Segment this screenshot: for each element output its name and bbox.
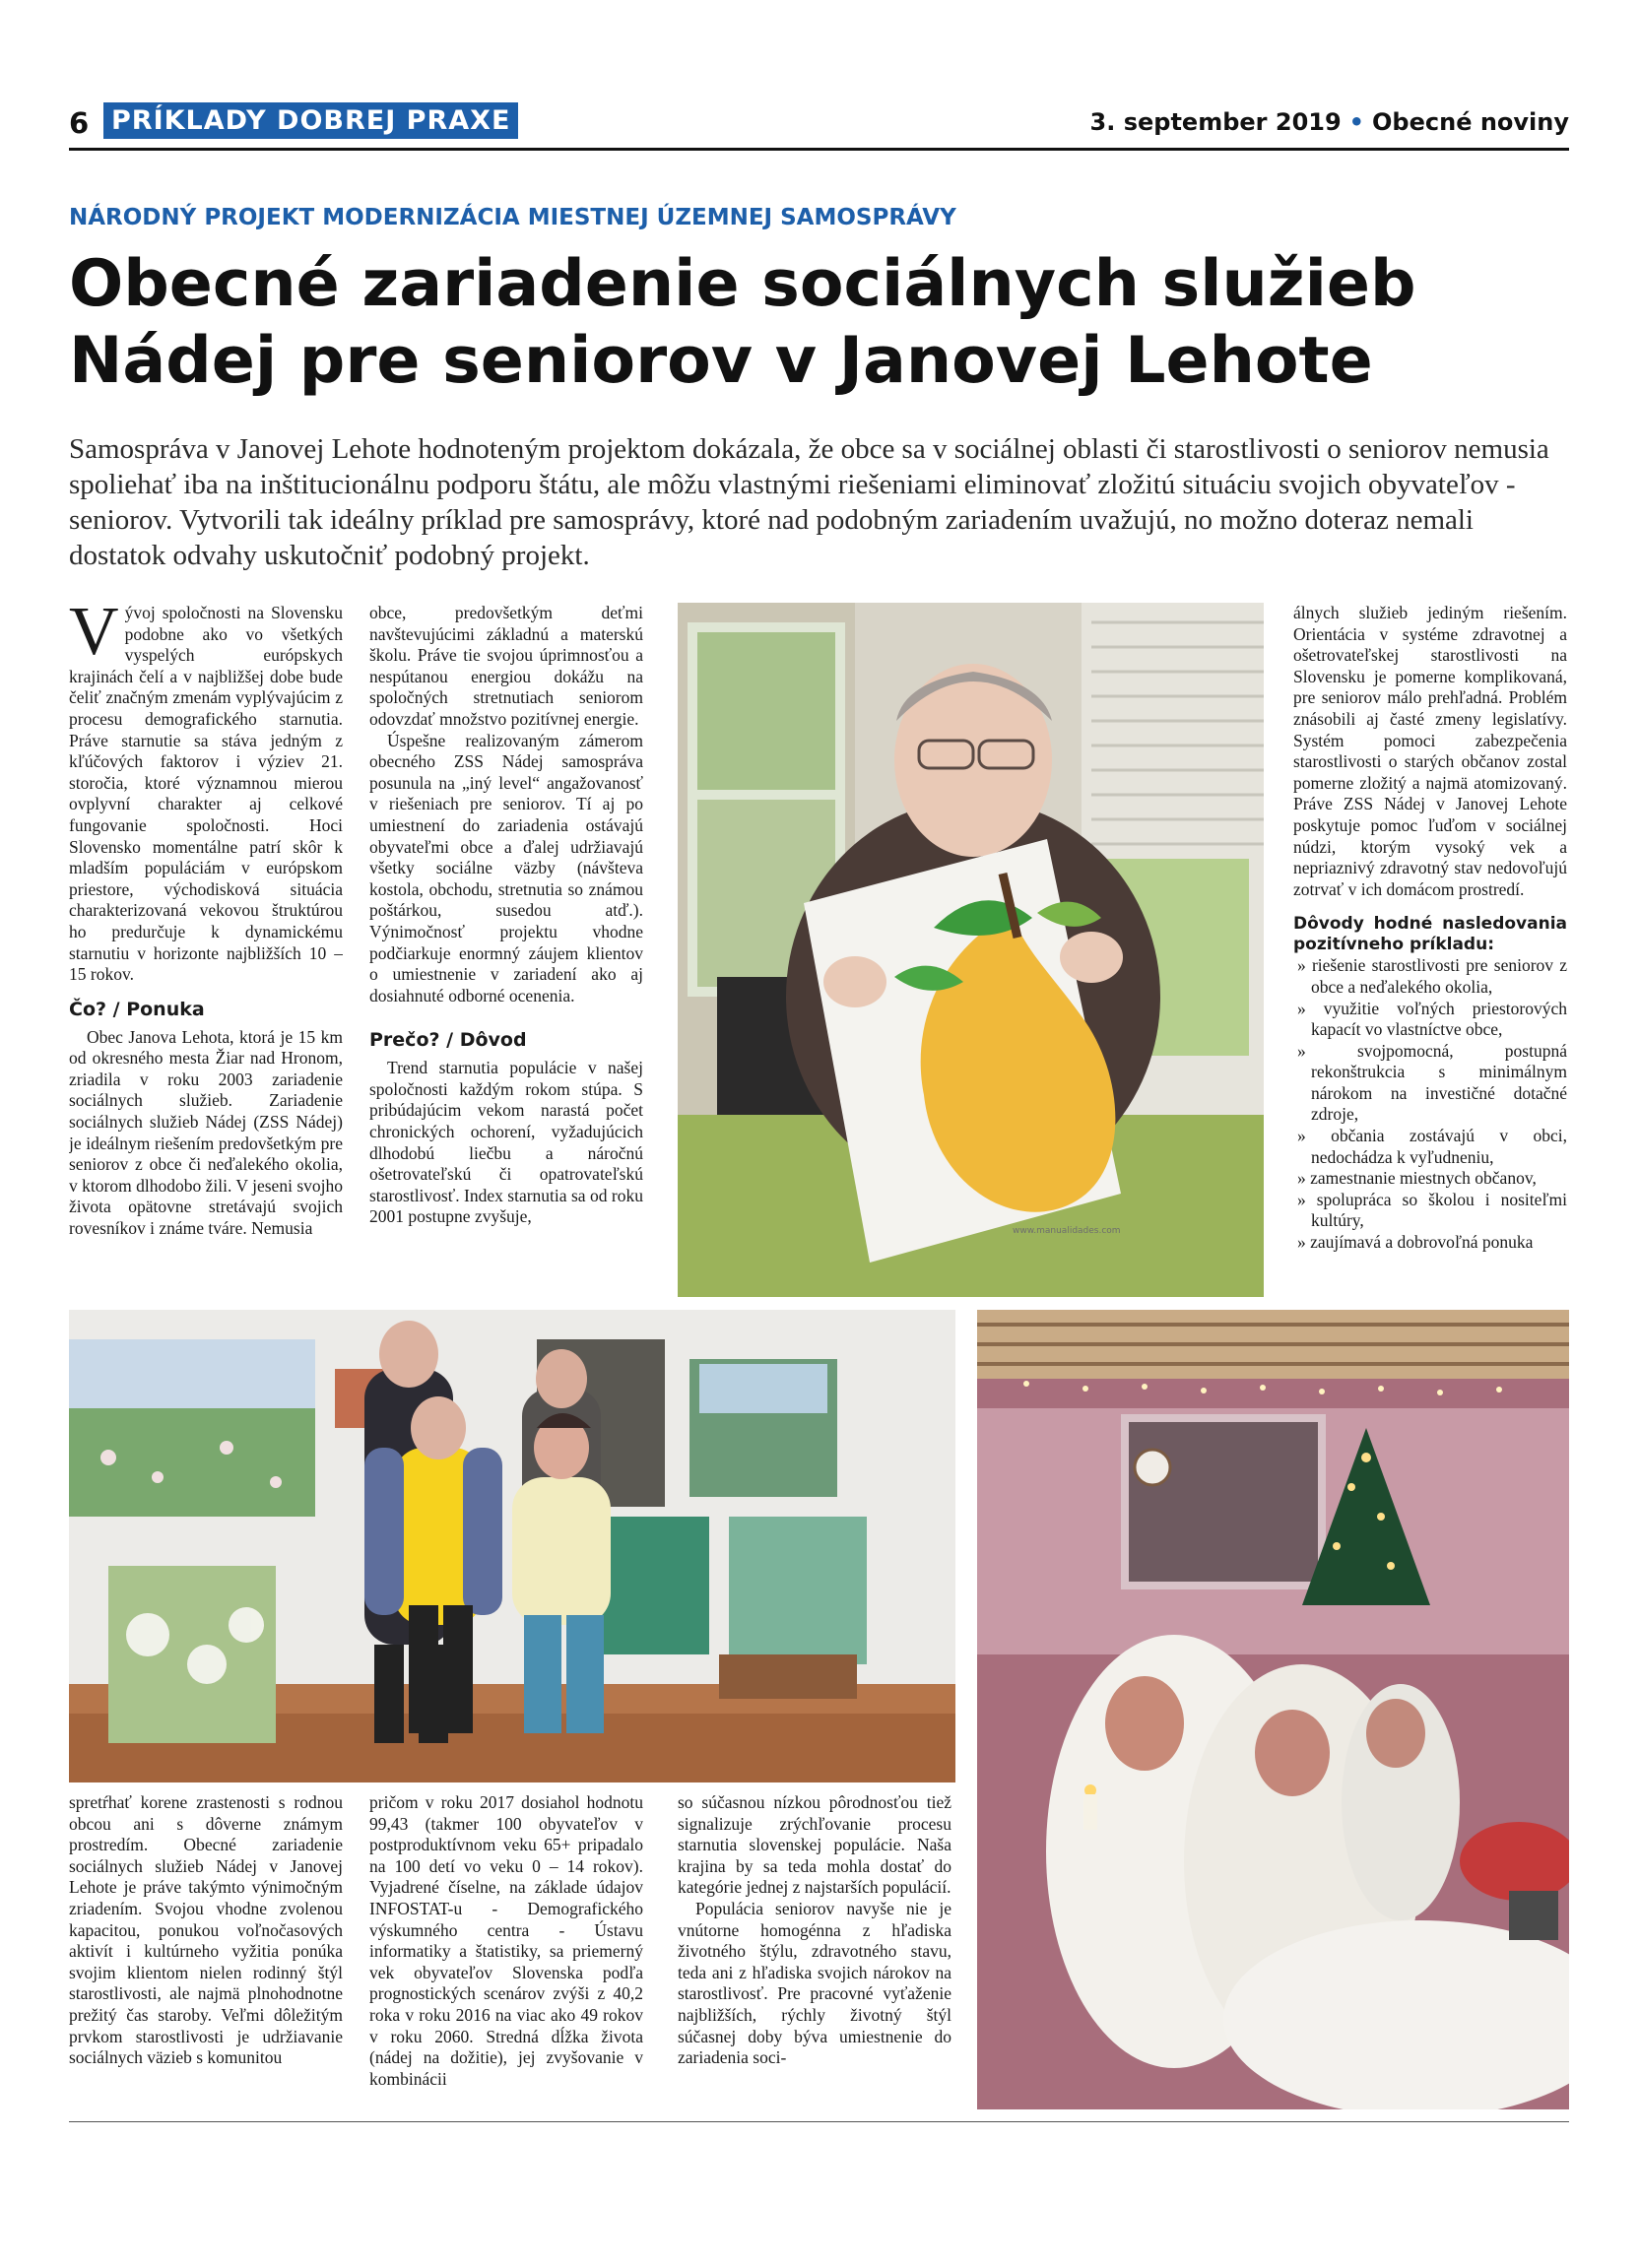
photo-christmas-celebration (977, 1310, 1569, 2109)
section-label: PRÍKLADY DOBREJ PRAXE (103, 102, 518, 139)
paragraph: so súčasnou nízkou pôrodnosťou tiež signalizuje zrýchľovanie procesu starnutia slovenskej populácie. Naša krajina by sa teda mohla dostať do kategórie jednej z najstarších populácií. (678, 1792, 951, 1898)
reason-item: » zamestnanie miestnych občanov, (1293, 1168, 1567, 1190)
column-2 (369, 603, 643, 1299)
issue-info (1090, 108, 1569, 136)
drop-cap: V (69, 603, 119, 670)
paragraph: Úspešne realizovaným zámerom obecného ZSS Nádej samospráva posunula na „iný level“ angažovanosť v riešeniach pre seniorov. Tí aj po umiestnení do zariadenia ostávajú obyvateľmi obce a ďalej udržiavajú všetky sociálne väzby (návšteva kostola, obchodu, stretnutia so známou poštárkou, susedou atď.). Výnimočnosť projektu vhodne podčiarkuje enormný záujem klientov o umiestnenie v zariadení ako aj dosiahnuté odborné ocenenia. (369, 730, 643, 1005)
column-1 (69, 603, 343, 1299)
paragraph: álnych služieb jediným riešením. Orientácia v systéme zdravotnej a ošetrovateľskej starostlivosti na Slovensku je pomerne komplikovaná, pre seniorov málo prehľadná. Problém znásobili aj časté zmeny legislatívy. Systém pomoci zabezpečenia starostlivosti o starých občanov zostal pomerne zložitý a najmä atomizovaný. Práve ZSS Nádej v Janovej Lehote poskytuje pomoc ľuďom v sociálnej núdzi, ktorým vysoký vek a nepriaznivý zdravotný stav nedovoľujú zotrvať v ich domácom prostredí. (1293, 603, 1567, 899)
photo-senior-with-artwork-image (678, 603, 1264, 1297)
reason-item: » zaujímavá a dobrovoľná ponuka (1293, 1232, 1567, 1254)
photo-christmas-celebration-image (977, 1310, 1569, 2109)
intro-paragraph: ývoj spoločnosti na Slovensku podobne ako vo všetkých vyspelých európskych krajinách čelí a v najbližšej dobe bude čeliť značným zmenám vyplývajúcim z procesu demografického starnutia. Práve starnutie sa stáva jedným z kľúčových faktorov i výziev 21. storočia, ktoré významnou mierou ovplyvní charakter aj celkové fungovanie spoločnosti. Hoci Slovensko momentálne patrí skôr k mladším populáciám v európskom priestore, východisková situácia charakterizovaná vekovou štruktúrou ho predurčuje k dynamickému starnutiu v horizonte najbližších 10 – 15 rokov. (69, 603, 343, 985)
photo-senior-with-artwork (678, 603, 1264, 1297)
reason-item: » občania zostávajú v obci, nedochádza k vyľudneniu, (1293, 1126, 1567, 1168)
article-lead: Samospráva v Janovej Lehote hodnoteným projektom dokázala, že obce sa v sociálnej oblasti či starostlivosti o seniorov nemusia spoliehať iba na inštitucionálnu podporu štátu, ale môžu vlastnými riešeniami eliminovať zložitú situáciu svojich obyvateľov - seniorov. Vytvorili tak ideálny príklad pre samosprávy, ktoré nad podobným zariadením uvažujú, no možno doteraz nemali dostatok odvahy uskutočniť podobný projekt. (69, 433, 1549, 571)
sidebar-title: Dôvody hodné nasledovania pozitívneho príkladu: (1293, 914, 1567, 955)
column-bottom-1 (69, 1792, 343, 2112)
photo-seniors-gallery-image (69, 1310, 955, 1782)
article-kicker: NÁRODNÝ PROJEKT MODERNIZÁCIA MIESTNEJ ÚZEMNEJ SAMOSPRÁVY (69, 205, 956, 230)
separator-dot: • (1348, 108, 1365, 136)
paragraph: obce, predovšetkým deťmi navštevujúcimi základnú a materskú školu. Práve tie svojou úprimnosťou a nespútanou energiou dokážu na spoločných stretnutiach seniorom odovzdať množstvo pozitívnej energie. (369, 603, 643, 729)
reasons-list (1293, 955, 1567, 1253)
reason-item: » využitie voľných priestorových kapacít vo vlastníctve obce, (1293, 999, 1567, 1041)
reason-item: » svojpomocná, postupná rekonštrukcia s minimálnym nárokom na investičné dotačné zdroje, (1293, 1041, 1567, 1126)
heading-co-ponuka: Čo? / Ponuka (69, 998, 205, 1020)
page-number: 6 (69, 106, 90, 140)
column-sidebar (1293, 603, 1567, 1299)
paragraph: pričom v roku 2017 dosiahol hodnotu 99,43 (takmer 100 obyvateľov v postproduktívnom veku 65+ pripadalo na 100 detí vo veku 0 – 14 rokov). Vyjadrené číselne, na základe údajov INFOSTAT-u - Demografického výskumného centra - Ústavu informatiky a štatistiky, sa priemerný vek obyvateľov Slovenska podľa prognostických scenárov zvýši z 40,2 roka v roku 2016 na viac ako 49 rokov v roku 2060. Stredná dĺžka života (nádej na dožitie), jej zvyšovanie v kombinácii (369, 1792, 643, 2089)
article-headline: Obecné zariadenie sociálnych služieb Nádej pre seniorov v Janovej Lehote (69, 247, 1416, 398)
paragraph: Populácia seniorov navyše nie je vnútorne homogénna z hľadiska životného štýlu, zdravotného stavu, teda ani z hľadiska svojich nárokov na starostlivosť. Pre pracovné vyťaženie najbližších, rýchly životný štýl súčasnej doby býva umiestnenie do zariadenia soci- (678, 1898, 951, 2068)
photo-seniors-gallery (69, 1310, 955, 1782)
paragraph: Trend starnutia populácie v našej spoločnosti každým rokom stúpa. S pribúdajúcim vekom narastá počet chronických ochorení, vyžadujúcich dlhodobú liečbu a náročnú ošetrovateľskú či opatrovateľskú starostlivosť. Index starnutia sa od roku 2001 postupne zvyšuje, (369, 1058, 643, 1227)
footer-rule (69, 2121, 1569, 2122)
column-bottom-2 (369, 1792, 643, 2112)
reason-item: » spolupráca so školou i nositeľmi kultúry, (1293, 1190, 1567, 1232)
paragraph: Obec Janova Lehota, ktorá je 15 km od okresného mesta Žiar nad Hronom, zriadila v roku 2003 zariadenie sociálnych služieb. Zariadenie sociálnych služieb Nádej (ZSS Nádej) je ideálnym riešením predovšetkým pre seniorov z obce či neďalekého okolia, v ktorom dlhodobo žili. V jeseni svojho života opätovne stretávajú svojich rovesníkov i známe tváre. Nemusia (69, 1026, 343, 1239)
publication-name: Obecné noviny (1372, 108, 1569, 136)
issue-date: 3. september 2019 (1089, 108, 1342, 136)
header-rule (69, 148, 1569, 151)
photo-url-caption: www.manualidades.com (1013, 1226, 1121, 1236)
column-bottom-3 (678, 1792, 951, 2112)
heading-preco-dovod: Prečo? / Dôvod (369, 1029, 527, 1052)
reason-item: » riešenie starostlivosti pre seniorov z obce a neďalekého okolia, (1293, 955, 1567, 998)
paragraph: spretŕhať korene zrastenosti s rodnou obcou ani s dôverne známym prostredím. Obecné zariadenie sociálnych služieb Nádej v Janovej Lehote je práve takýmto výnimočným zriadením. Svojou vhodne zvolenou kapacitou, ponukou voľnočasových aktivít i kultúrneho vyžitia ponúka svojim klientom nielen rodinný štýl starostlivosti, ale najmä plnohodnotne prežitý čas staroby. Veľmi dôležitým prvkom starostlivosti je udržiavanie sociálnych väzieb s komunitou (69, 1792, 343, 2068)
